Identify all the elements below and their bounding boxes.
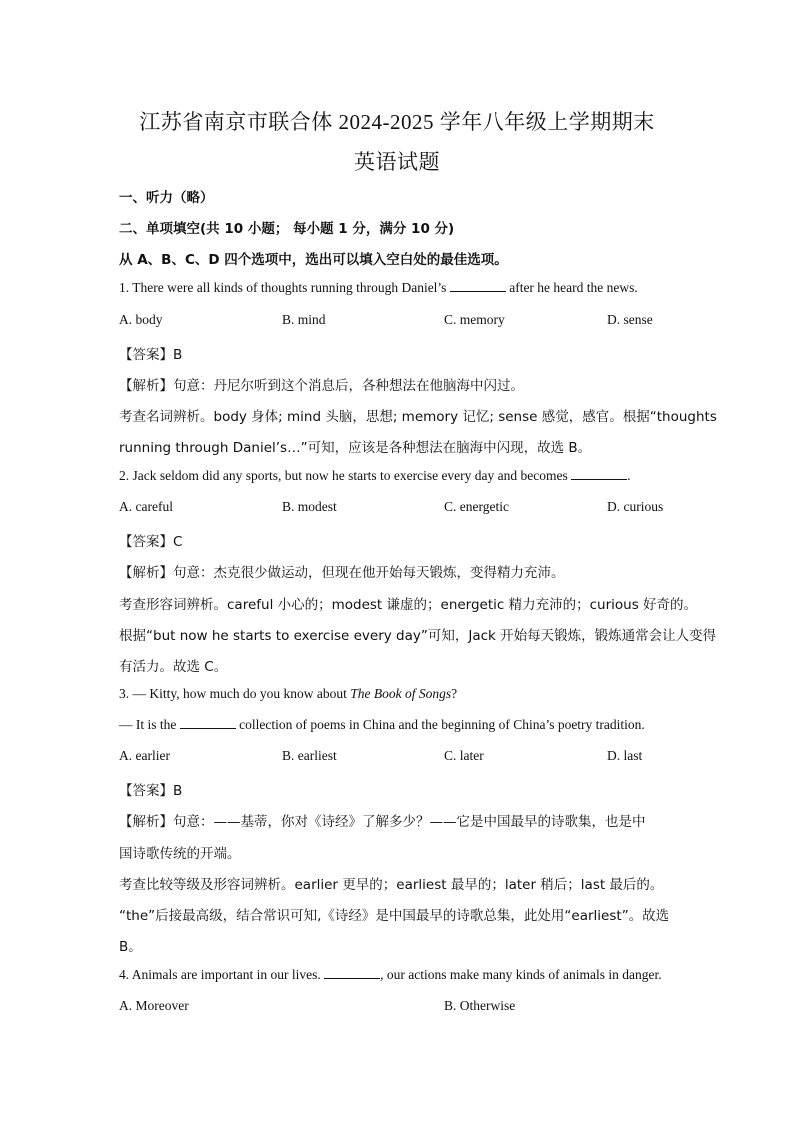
section-single-choice: 二、单项填空(共 10 小题； 每小题 1 分，满分 10 分) (119, 221, 455, 237)
title-line-2: 英语试题 (354, 150, 440, 174)
q2-option-b: B. modest (282, 499, 337, 514)
q3-option-c: C. later (444, 748, 484, 763)
instruction: 从 A、B、C、D 四个选项中，选出可以填入空白处的最佳选项。 (119, 252, 508, 268)
q2-stem-part-a: 2. Jack seldom did any sports, but now he starts to exercise every day and becomes (119, 468, 568, 483)
q3-answer: 【答案】B (119, 783, 183, 799)
q3-stem-2 (119, 717, 645, 733)
q2-option-c: C. energetic (444, 499, 509, 514)
q2-option-a: A. careful (119, 499, 173, 514)
q4-stem-part-b: , our actions make many kinds of animals in danger. (380, 967, 662, 982)
q4-blank (324, 968, 380, 979)
q2-analysis-line: 有活力。故选 C。 (119, 659, 228, 675)
q3-stem-1-part-a: 3. — Kitty, how much do you know about (119, 686, 347, 701)
q1-option-b: B. mind (282, 312, 326, 327)
q2-analysis-line: 考查形容词辨析。careful 小心的；modest 谦虚的；energetic 精力充沛的；curious 好奇的。 (119, 597, 698, 613)
q3-analysis-line: 考查比较等级及形容词辨析。earlier 更早的；earliest 最早的；later 稍后；last 最后的。 (119, 877, 664, 893)
q1-blank (450, 281, 506, 292)
q1-stem-part-b: after he heard the news. (509, 280, 638, 295)
q3-stem-2-part-a: — It is the (119, 717, 177, 732)
q3-blank (180, 718, 236, 729)
q1-option-c: C. memory (444, 312, 505, 327)
q3-analysis-line: 国诗歌传统的开端。 (119, 846, 241, 862)
q2-answer: 【答案】C (119, 534, 183, 550)
q3-stem-1-part-b: ? (451, 686, 458, 701)
q4-option-b: B. Otherwise (444, 998, 516, 1013)
q3-option-a: A. earlier (119, 748, 170, 763)
q3-option-d: D. last (607, 748, 643, 763)
q3-option-b: B. earliest (282, 748, 337, 763)
title-line-1: 江苏省南京市联合体 2024-2025 学年八年级上学期期末 (139, 110, 655, 134)
q1-analysis-line: 【解析】句意：丹尼尔听到这个消息后，各种想法在他脑海中闪过。 (119, 378, 524, 394)
q4-stem (119, 967, 662, 983)
q3-stem-2-part-b: collection of poems in China and the beginning of China’s poetry tradition. (239, 717, 645, 732)
q1-answer: 【答案】B (119, 347, 183, 363)
q2-option-d: D. curious (607, 499, 664, 514)
q1-analysis-line: 考查名词辨析。body 身体; mind 头脑，思想; memory 记忆; sense 感觉，感官。根据“thoughts (119, 409, 717, 425)
q3-analysis-line: 【解析】句意：——基蒂，你对《诗经》了解多少？——它是中国最早的诗歌集，也是中 (119, 814, 646, 830)
q3-analysis-line: “the”后接最高级，结合常识可知,《诗经》是中国最早的诗歌总集，此处用“earliest”。故选 (119, 908, 670, 924)
q2-stem-part-b: . (627, 468, 631, 483)
q3-book-title: The Book of Songs (350, 686, 452, 701)
q1-option-d: D. sense (607, 312, 653, 327)
q2-blank (571, 469, 627, 480)
q1-analysis-line: running through Daniel’s…”可知，应该是各种想法在脑海中闪现，故选 B。 (119, 440, 592, 456)
q2-analysis-line: 【解析】句意：杰克很少做运动，但现在他开始每天锻炼，变得精力充沛。 (119, 565, 565, 581)
q3-stem-1 (119, 686, 457, 702)
section-listening: 一、听力（略） (119, 190, 214, 206)
q4-option-a: A. Moreover (119, 998, 189, 1013)
q2-analysis-line: 根据“but now he starts to exercise every day”可知，Jack 开始每天锻炼，锻炼通常会让人变得 (119, 628, 717, 644)
q1-stem (119, 280, 638, 296)
q1-stem-part-a: 1. There were all kinds of thoughts running through Daniel’s (119, 280, 447, 295)
q4-stem-part-a: 4. Animals are important in our lives. (119, 967, 321, 982)
q1-option-a: A. body (119, 312, 163, 327)
q2-stem (119, 468, 631, 484)
q3-analysis-line: B。 (119, 939, 142, 955)
